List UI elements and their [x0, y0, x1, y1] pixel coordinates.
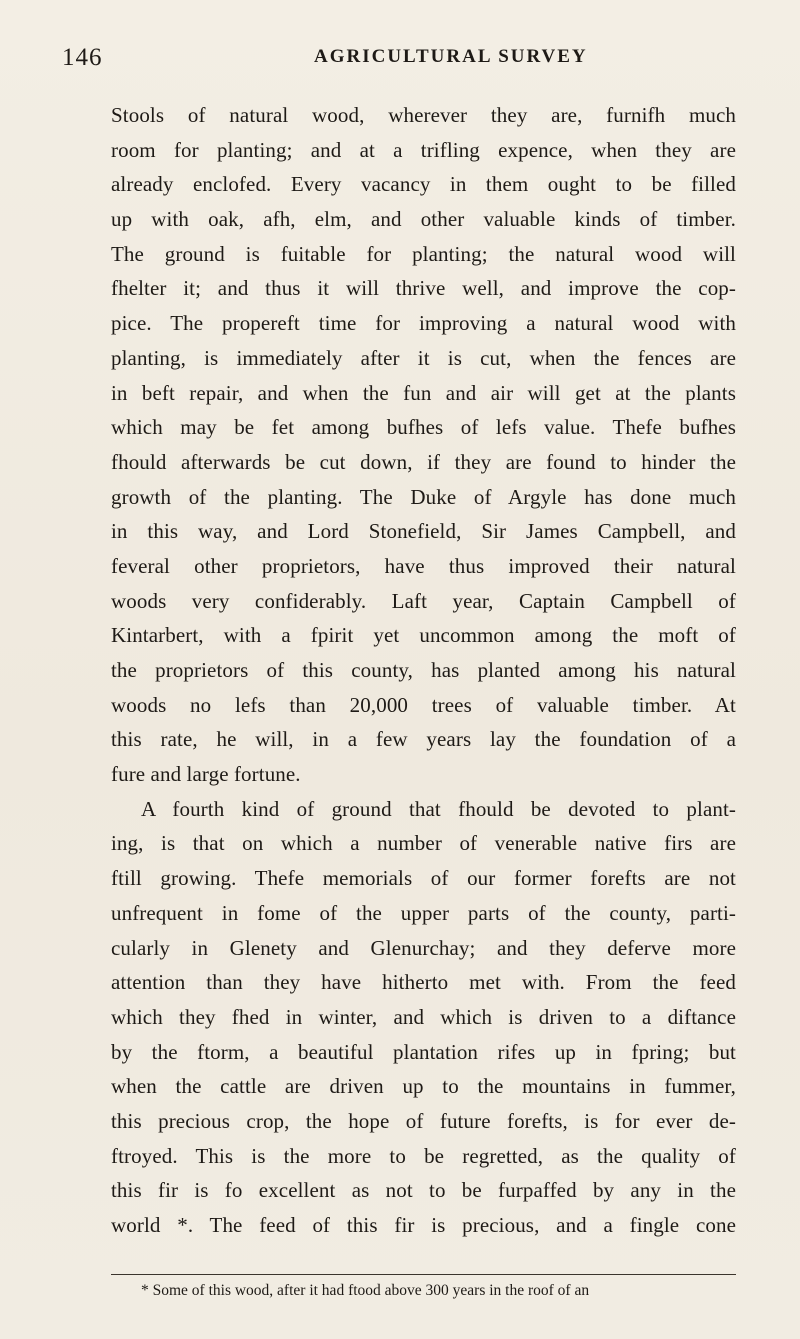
text-line: woods no lefs than 20,000 trees of valuable timber. At — [111, 692, 736, 717]
paragraph-start-line: A fourth kind of ground that fhould be devoted to plant- — [141, 796, 736, 821]
text-line: by the ftorm, a beautiful plantation rifes up in fpring; but — [111, 1039, 736, 1064]
page-number: 146 — [62, 44, 103, 71]
text-line: Stools of natural wood, wherever they are, furnifh much — [111, 103, 736, 127]
text-line: this fir is fo excellent as not to be furpaffed by any in the — [111, 1178, 736, 1203]
footnote-rule — [111, 1274, 736, 1275]
text-line: world *. The feed of this fir is precious, and a fingle cone — [111, 1213, 736, 1237]
text-line: feveral other proprietors, have thus improved their natural — [111, 553, 736, 578]
text-line: ing, is that on which a number of venerable native firs are — [111, 831, 736, 856]
text-line: room for planting; and at a trifling expence, when they are — [111, 137, 736, 162]
text-line: ftill growing. Thefe memorials of our former forefts are not — [111, 866, 736, 891]
text-line: fhelter it; and thus it will thrive well, and improve the cop- — [111, 276, 736, 301]
text-line: which they fhed in winter, and which is driven to a diftance — [111, 1004, 736, 1029]
text-line: already enclofed. Every vacancy in them ought to be filled — [111, 172, 736, 197]
text-line: Kintarbert, with a fpirit yet uncommon among the moft of — [111, 623, 736, 648]
text-line: growth of the planting. The Duke of Argyle has done much — [111, 484, 736, 509]
text-line: up with oak, afh, elm, and other valuable kinds of timber. — [111, 207, 736, 232]
text-line: fhould afterwards be cut down, if they are found to hinder the — [111, 449, 736, 474]
running-head — [62, 44, 742, 80]
text-line: which may be fet among bufhes of lefs value. Thefe bufhes — [111, 415, 736, 440]
text-line: in this way, and Lord Stonefield, Sir James Campbell, and — [111, 519, 736, 544]
text-line: ftroyed. This is the more to be regretted, as the quality of — [111, 1143, 736, 1168]
text-line: unfrequent in fome of the upper parts of the county, parti- — [111, 900, 736, 925]
footnote: * Some of this wood, after it had ftood above 300 years in the roof of an — [141, 1282, 590, 1299]
text-line: planting, is immediately after it is cut, when the fences are — [111, 345, 736, 370]
body-text — [111, 98, 736, 1243]
running-title: AGRICULTURAL SURVEY — [314, 46, 588, 67]
text-line: attention than they have hitherto met with. From the feed — [111, 970, 736, 995]
text-line: when the cattle are driven up to the mountains in fummer, — [111, 1074, 736, 1099]
text-line: cularly in Glenety and Glenurchay; and they deferve more — [111, 935, 736, 960]
text-line: this precious crop, the hope of future forefts, is for ever de- — [111, 1108, 736, 1133]
text-line: the proprietors of this county, has planted among his natural — [111, 658, 736, 682]
text-line: pice. The propereft time for improving a natural wood with — [111, 311, 736, 336]
text-line: The ground is fuitable for planting; the natural wood will — [111, 241, 736, 266]
paragraph-end-line: fure and large fortune. — [111, 762, 301, 787]
text-line: in beft repair, and when the fun and air will get at the plants — [111, 380, 736, 405]
text-line: this rate, he will, in a few years lay the foundation of a — [111, 727, 736, 752]
text-line: woods very confiderably. Laft year, Captain Campbell of — [111, 588, 736, 613]
